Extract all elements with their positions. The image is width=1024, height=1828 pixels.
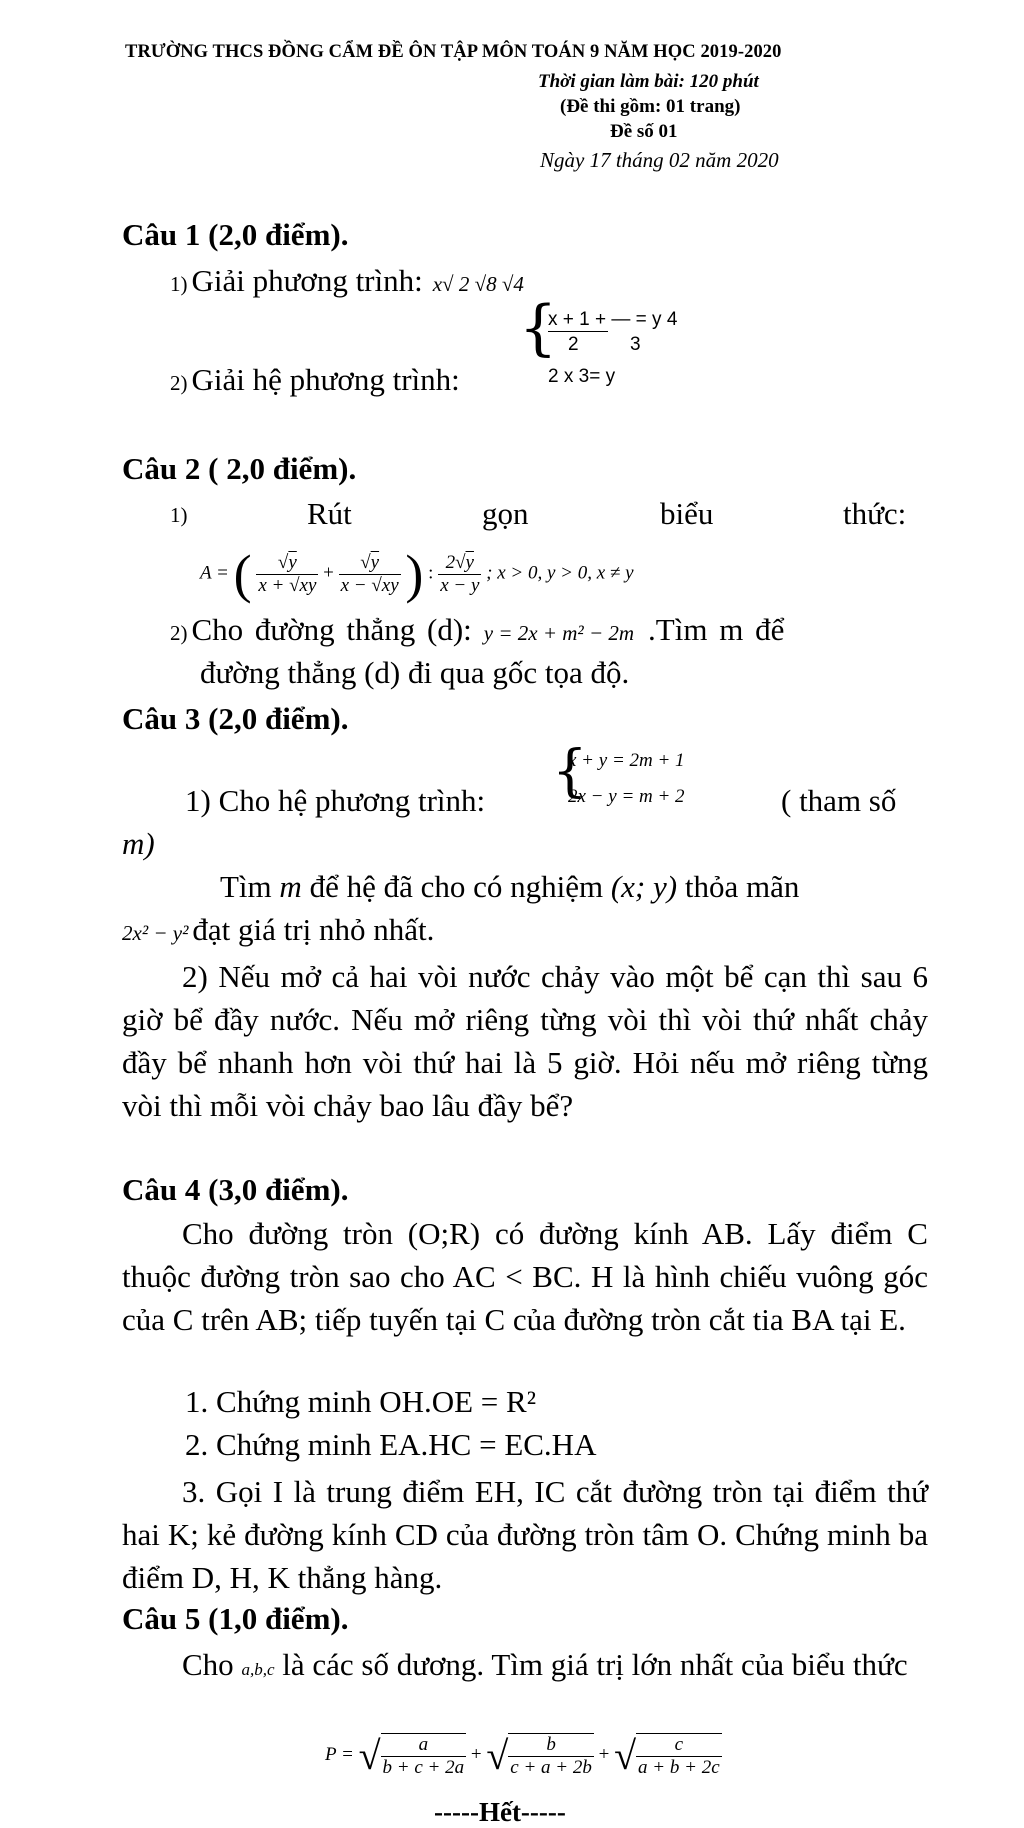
q5-expression-P: P = √ $\frac{a}{b + c + 2a}$ + √ $\frac{b}{c + a + 2b}$ + √ $\frac{c}{a + b + 2c}$ <box>325 1733 720 1778</box>
q2-word-2: gọn <box>482 496 529 531</box>
q3-system-eq1: x + y = 2m + 1 <box>568 750 685 771</box>
q5-vars: a,b,c <box>241 1660 275 1679</box>
q1-system-brace: { <box>519 293 558 363</box>
q2-frac-1: $\frac{√y}{x + √xy}$ <box>258 551 317 596</box>
q3-find-d: đạt giá trị nhỏ nhất. <box>192 912 435 947</box>
q4-item-1: 1. Chứng minh OH.OE = R² <box>185 1384 537 1419</box>
q3-system-eq2: 2x − y = m + 2 <box>568 786 685 807</box>
q3-find-c: thỏa mãn <box>684 869 800 904</box>
q1-p2-text: Giải hệ phương trình: <box>191 362 460 397</box>
q2-p2-text-a: Cho đường thẳng (d): <box>191 612 472 647</box>
q1-sys-den2: 2 <box>568 334 579 355</box>
q3-find-line <box>220 869 799 905</box>
q2-word-4: thức: <box>843 496 907 531</box>
q1-title: Câu 1 (2,0 điểm). <box>122 217 349 252</box>
q4-item-3 <box>122 1470 928 1599</box>
q2-p2-num: 2) <box>170 621 188 645</box>
q3-p2-text: 2) Nếu mở cả hai vòi nước chảy vào một bể cạn thì sau 6 giờ bể đầy nước. Nếu mở riêng từng vòi thì vòi thứ nhất chảy đầy bể nhanh hơn vòi thứ hai là 5 giờ. Hỏi nếu mở riêng từng vòi thì mỗi vòi chảy bao lâu đầy bể? <box>122 959 928 1123</box>
q5-frac-1: $\frac{a}{b + c + 2a}$ <box>382 1733 465 1778</box>
q2-part2 <box>170 612 784 648</box>
school-header: TRƯỜNG THCS ĐỒNG CẨM ĐỀ ÔN TẬP MÔN TOÁN 9 NĂM HỌC 2019-2020 <box>125 42 782 62</box>
q1-sys-rest: + — = y <box>595 309 662 330</box>
q2-word-3: biểu <box>660 496 714 531</box>
exam-date: Ngày 17 tháng 02 năm 2020 <box>540 148 779 172</box>
q2-A-label: A = <box>200 562 229 584</box>
q2-frac-3: $\frac{2√y}{x - y}$ <box>440 551 480 596</box>
q2-expression-A: A = ( $\frac{√y}{x + √xy}$ + $\frac{√y}{x - √xy}$ ) : $\frac{2√y}{x - y}$ ; x > 0, y > 0, x ≠ y <box>200 544 634 604</box>
q4-intro-text: Cho đường tròn (O;R) có đường kính AB. Lấy điểm C thuộc đường tròn sao cho AC < BC. H là hình chiếu vuông góc của C trên AB; tiếp tuyến tại C của đường tròn cắt tia BA tại E. <box>122 1216 928 1337</box>
page-count: (Đề thi gồm: 01 trang) <box>560 96 741 117</box>
q3-find-b: để hệ đã cho có nghiệm <box>309 869 604 904</box>
q5-P-label: P = <box>325 1743 354 1765</box>
q2-line-equation: y = 2x + m² − 2m <box>483 621 635 645</box>
end-marker: -----Hết----- <box>434 1797 566 1827</box>
q1-p1-num: 1) <box>170 272 188 296</box>
q3-p1-text: 1) Cho hệ phương trình: <box>185 783 486 818</box>
q2-condition: ; x > 0, y > 0, x ≠ y <box>486 562 634 584</box>
q5-text-b: là các số dương. Tìm giá trị lớn nhất của biểu thức <box>282 1647 908 1682</box>
q3-param-m: m) <box>122 826 155 861</box>
q2-title: Câu 2 ( 2,0 điểm). <box>122 451 357 486</box>
q2-p2-text-b: .Tìm m để <box>648 612 785 647</box>
q3-param: ( tham số <box>781 783 897 818</box>
q2-word-1: Rút <box>307 496 352 531</box>
q3-system-brace: { <box>552 739 588 804</box>
q1-system-eq1 <box>548 310 677 330</box>
q1-system-eq2: 2 x 3= y <box>548 366 616 387</box>
q1-sys-den3: 3 <box>630 334 641 355</box>
q5-frac-3: $\frac{c}{a + b + 2c}$ <box>638 1733 720 1778</box>
q1-p1-equation: x√ 2 √8 √4 <box>432 272 524 296</box>
q2-p1-num: 1) <box>170 503 188 527</box>
q1-p2-num: 2) <box>170 371 188 395</box>
q1-part1 <box>170 263 524 299</box>
q2-frac-2: $\frac{√y}{x - √xy}$ <box>340 551 399 596</box>
q3-find-xy: (x; y) <box>610 869 678 904</box>
q3-find-m: m <box>279 869 302 904</box>
q5-text <box>122 1643 928 1691</box>
q3-title: Câu 3 (2,0 điểm). <box>122 701 349 736</box>
q5-text-a: Cho <box>182 1647 234 1682</box>
q3-expression: 2x² − y² <box>122 921 189 945</box>
q5-frac-2: $\frac{b}{c + a + 2b}$ <box>510 1733 592 1778</box>
q5-title: Câu 5 (1,0 điểm). <box>122 1601 349 1636</box>
q1-sys-num: x + 1 <box>548 309 590 330</box>
q2-p2-line2: đường thẳng (d) đi qua gốc tọa độ. <box>200 655 630 690</box>
q3-expr-line <box>122 912 434 948</box>
q4-title: Câu 4 (3,0 điểm). <box>122 1172 349 1207</box>
q1-system-fraction-bar <box>548 331 608 332</box>
q1-part2 <box>170 362 460 398</box>
q4-item-3-text: 3. Gọi I là trung điểm EH, IC cắt đường tròn tại điểm thứ hai K; kẻ đường kính CD của đường tròn tâm O. Chứng minh ba điểm D, H, K thẳng hàng. <box>122 1474 928 1595</box>
exam-number: Đề số 01 <box>610 121 678 142</box>
q4-intro <box>122 1212 928 1341</box>
q4-item-2: 2. Chứng minh EA.HC = EC.HA <box>185 1427 597 1462</box>
q3-find-a: Tìm <box>220 869 272 904</box>
q1-p1-text: Giải phương trình: <box>191 263 423 298</box>
q1-sys-y4: 4 <box>666 309 678 330</box>
time-limit: Thời gian làm bài: 120 phút <box>538 71 759 92</box>
q3-part2 <box>122 955 928 1127</box>
